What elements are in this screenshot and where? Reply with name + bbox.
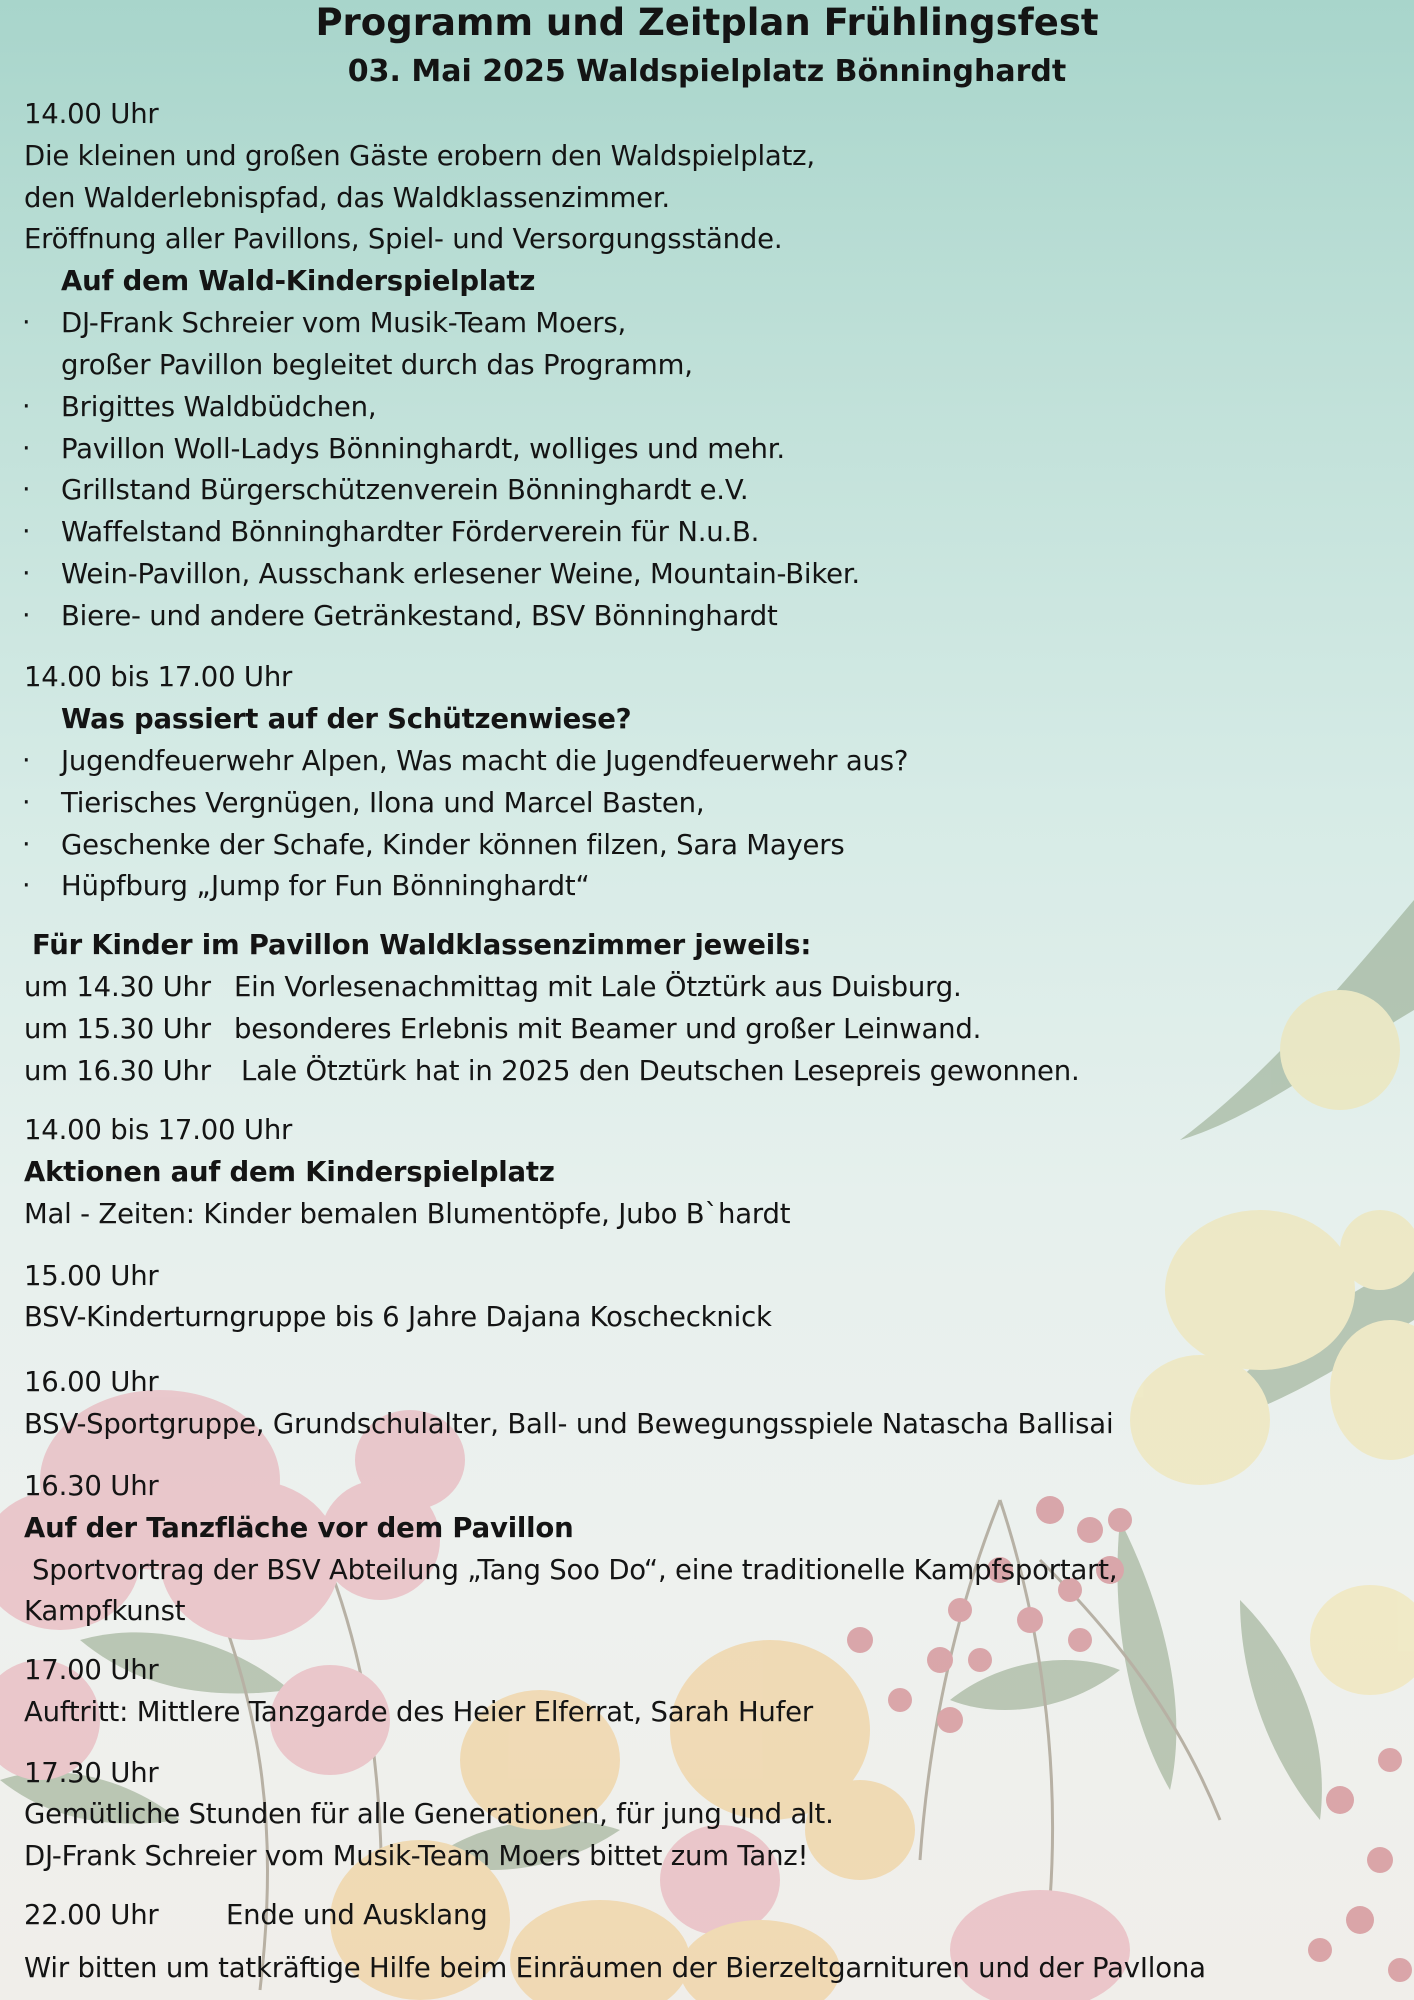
bullet-icon: · [22, 307, 31, 338]
section-heading: Auf dem Wald-Kinderspielplatz [61, 265, 536, 297]
time-label: 14.00 bis 17.00 Uhr [24, 1114, 293, 1146]
page-title: Programm und Zeitplan Frühlingsfest [315, 1, 1099, 44]
footer-note: Wir bitten um tatkräftige Hilfe beim Einräumen der Bierzeltgarnituren und der PavIlona [24, 1952, 1206, 1984]
time-label: 22.00 Uhr [24, 1899, 159, 1931]
list-item: Jugendfeuerwehr Alpen, Was macht die Jugendfeuerwehr aus? [61, 745, 909, 777]
page-subtitle: 03. Mai 2025 Waldspielplatz Bönninghardt [347, 54, 1067, 89]
time-label: um 15.30 Uhr [24, 1013, 211, 1045]
text-line: Ein Vorlesenachmittag mit Lale Ötztürk aus Duisburg. [234, 971, 962, 1003]
bullet-icon: · [22, 870, 31, 901]
bullet-icon: · [22, 829, 31, 860]
text-line: BSV-Kinderturngruppe bis 6 Jahre Dajana Koschecknick [24, 1301, 772, 1333]
list-item: Wein-Pavillon, Ausschank erlesener Weine, Mountain-Biker. [61, 558, 860, 590]
time-label: 16.00 Uhr [24, 1366, 159, 1398]
text-line: Ende und Ausklang [226, 1899, 488, 1931]
text-line: den Walderlebnispfad, das Waldklassenzimmer. [24, 182, 670, 214]
bullet-icon: · [22, 474, 31, 505]
list-item: Pavillon Woll-Ladys Bönninghardt, wolliges und mehr. [61, 433, 785, 465]
list-item: Geschenke der Schafe, Kinder können filzen, Sara Mayers [61, 829, 845, 861]
bullet-icon: · [22, 433, 31, 464]
section-heading: Für Kinder im Pavillon Waldklassenzimmer jeweils: [32, 929, 812, 961]
section-heading: Was passiert auf der Schützenwiese? [61, 703, 632, 735]
text-line: DJ-Frank Schreier vom Musik-Team Moers bittet zum Tanz! [24, 1840, 809, 1872]
time-label: um 16.30 Uhr [24, 1055, 211, 1087]
bullet-icon: · [22, 391, 31, 422]
text-line: Die kleinen und großen Gäste erobern den Waldspielplatz, [24, 140, 815, 172]
list-item: Biere- und andere Getränkestand, BSV Bönninghardt [61, 600, 778, 632]
time-label: 16.30 Uhr [24, 1470, 159, 1502]
time-label: 14.00 Uhr [24, 98, 159, 130]
bullet-icon: · [22, 787, 31, 818]
text-line: Lale Ötztürk hat in 2025 den Deutschen Lesepreis gewonnen. [241, 1055, 1080, 1087]
text-line: BSV-Sportgruppe, Grundschulalter, Ball- und Bewegungsspiele Natascha Ballisai [24, 1408, 1114, 1440]
time-label: um 14.30 Uhr [24, 971, 211, 1003]
text-line: Eröffnung aller Pavillons, Spiel- und Versorgungsstände. [24, 223, 783, 255]
list-item: Tierisches Vergnügen, Ilona und Marcel Basten, [61, 787, 705, 819]
bullet-icon: · [22, 516, 31, 547]
text-line: Sportvortrag der BSV Abteilung „Tang Soo Do“, eine traditionelle Kampfsportart, [32, 1554, 1118, 1586]
list-item: Waffelstand Bönninghardter Förderverein für N.u.B. [61, 516, 760, 548]
time-label: 14.00 bis 17.00 Uhr [24, 661, 293, 693]
time-label: 17.00 Uhr [24, 1654, 159, 1686]
bullet-icon: · [22, 600, 31, 631]
text-line: besonderes Erlebnis mit Beamer und großer Leinwand. [234, 1013, 982, 1045]
list-item: Brigittes Waldbüdchen, [61, 391, 377, 423]
time-label: 17.30 Uhr [24, 1757, 159, 1789]
section-heading: Auf der Tanzfläche vor dem Pavillon [24, 1512, 574, 1544]
text-line: Auftritt: Mittlere Tanzgarde des Heier Elferrat, Sarah Hufer [24, 1696, 813, 1728]
list-item: großer Pavillon begleitet durch das Programm, [61, 349, 693, 381]
text-line: Mal - Zeiten: Kinder bemalen Blumentöpfe, Jubo B`hardt [24, 1198, 791, 1230]
text-line: Kampfkunst [24, 1595, 186, 1627]
list-item: Grillstand Bürgerschützenverein Bönninghardt e.V. [61, 474, 749, 506]
list-item: Hüpfburg „Jump for Fun Bönninghardt“ [61, 870, 590, 902]
bullet-icon: · [22, 745, 31, 776]
text-line: Gemütliche Stunden für alle Generationen, für jung und alt. [24, 1798, 834, 1830]
time-label: 15.00 Uhr [24, 1260, 159, 1292]
section-heading: Aktionen auf dem Kinderspielplatz [24, 1156, 555, 1188]
list-item: DJ-Frank Schreier vom Musik-Team Moers, [61, 307, 627, 339]
bullet-icon: · [22, 558, 31, 589]
